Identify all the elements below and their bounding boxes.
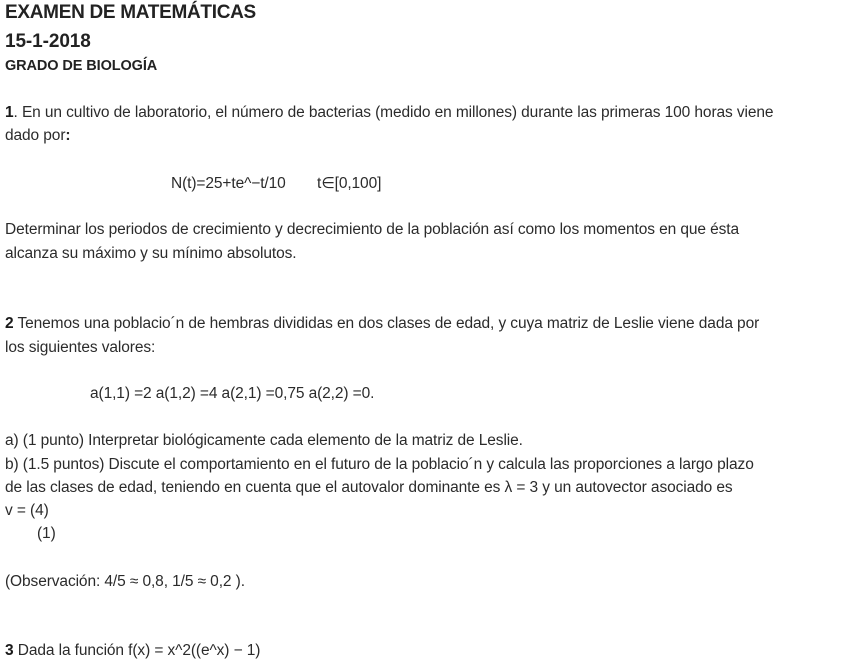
q2-part-b-line1: b) (1.5 puntos) Discute el comportamiento en el futuro de la poblacio´n y calcula las proporciones a largo plazo [5, 456, 754, 473]
q1-statement-line1 [5, 103, 773, 123]
q2-number: 2 [5, 315, 14, 332]
q2-text-line1: Tenemos una poblacio´n de hembras divididas en dos clases de edad, y cuya matriz de Leslie viene dada por [13, 315, 760, 332]
exam-degree: GRADO DE BIOLOGÍA [5, 58, 158, 74]
q3-number: 3 [5, 642, 14, 659]
q2-statement-line2: los siguientes valores: [5, 339, 156, 356]
q1-colon: : [65, 127, 71, 144]
q2-part-a: a) (1 punto) Interpretar biológicamente cada elemento de la matriz de Leslie. [5, 432, 523, 449]
q2-vector-top: v = (4) [5, 502, 49, 519]
q2-part-b-line2: de las clases de edad, teniendo en cuenta que el autovalor dominante es λ = 3 y un autovector asociado es [5, 479, 733, 496]
q1-task-line2: alcanza su máximo y su mínimo absolutos. [5, 245, 297, 262]
q1-task-line1: Determinar los periodos de crecimiento y decrecimiento de la población así como los momentos en que ésta [5, 221, 739, 238]
q1-domain: t∈[0,100] [317, 175, 382, 192]
q2-observation: (Observación: 4/5 ≈ 0,8, 1/5 ≈ 0,2 ). [5, 573, 245, 590]
q1-text-line1: . En un cultivo de laboratorio, el número de bacterias (medido en millones) durante las primeras 100 horas viene [13, 104, 774, 121]
q2-leslie-values: a(1,1) =2 a(1,2) =4 a(2,1) =0,75 a(2,2) =0. [90, 385, 375, 402]
exam-title: EXAMEN DE MATEMÁTICAS [5, 2, 256, 23]
q2-statement-line1 [5, 314, 759, 334]
q1-formula: N(t)=25+te^−t/10 [171, 175, 286, 192]
q1-number: 1 [5, 104, 14, 121]
q2-vector-bottom: (1) [37, 525, 56, 542]
exam-date: 15-1-2018 [5, 31, 91, 52]
q3-text: Dada la función f(x) = x^2((e^x) − 1) [13, 642, 261, 659]
q1-text-line2: dado por [5, 127, 66, 144]
q1-statement-line2 [5, 126, 70, 146]
q3-statement [5, 641, 260, 661]
